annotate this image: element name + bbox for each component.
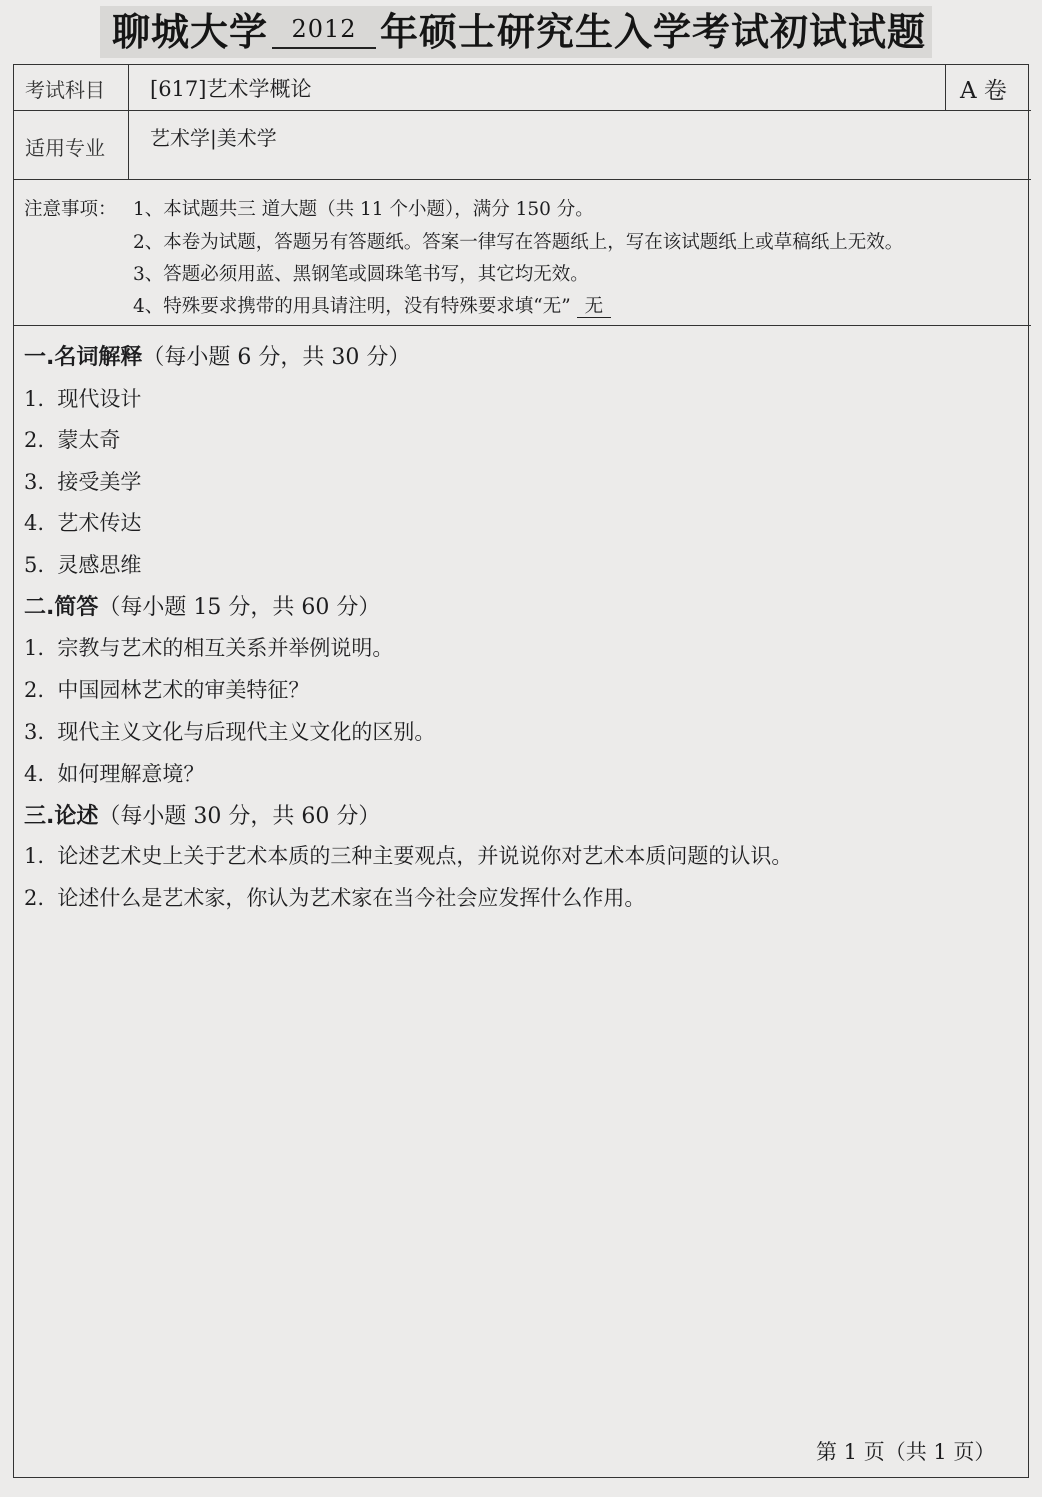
s2-question-4 bbox=[24, 758, 204, 788]
question-text: 论述艺术史上关于艺术本质的三种主要观点，并说说你对艺术本质问题的认识。 bbox=[57, 844, 793, 868]
s1-question-5 bbox=[24, 549, 141, 579]
page-number: 第 1 页（共 1 页） bbox=[816, 1440, 996, 1464]
rule-paper-col bbox=[945, 64, 946, 110]
notice-item-1: 1、本试题共三 道大题（共 11 个小题），满分 150 分。 bbox=[133, 199, 594, 220]
question-number: 2. bbox=[24, 428, 45, 452]
question-number: 5. bbox=[24, 553, 45, 577]
section-2-score: （每小题 15 分，共 60 分） bbox=[98, 595, 381, 620]
rule-major bbox=[13, 179, 1031, 180]
notice-item-4-text: 4、特殊要求携带的用具请注明，没有特殊要求填“无” bbox=[133, 296, 571, 317]
rule-subject bbox=[13, 110, 1031, 111]
section-3-num: 三. bbox=[24, 804, 55, 829]
question-number: 1. bbox=[24, 844, 45, 868]
question-text: 宗教与艺术的相互关系并举例说明。 bbox=[57, 636, 394, 660]
question-number: 3. bbox=[24, 470, 45, 494]
question-text: 艺术传达 bbox=[57, 511, 142, 535]
question-number: 4. bbox=[24, 511, 45, 535]
s3-question-1 bbox=[24, 840, 792, 870]
s1-question-2 bbox=[24, 424, 120, 454]
major-label: 适用专业 bbox=[25, 136, 105, 160]
section-1-num: 一. bbox=[24, 345, 55, 370]
question-text: 灵感思维 bbox=[57, 553, 142, 577]
rule-label-col bbox=[128, 64, 129, 179]
s2-question-1 bbox=[24, 632, 393, 662]
paper-version: A 卷 bbox=[960, 78, 1007, 104]
page-title bbox=[112, 8, 932, 56]
title-suffix: 年硕士研究生入学考试初试试题 bbox=[380, 10, 927, 54]
question-number: 2. bbox=[24, 886, 45, 910]
question-number: 2. bbox=[24, 678, 45, 702]
section-3-heading bbox=[24, 799, 380, 830]
notice-item-2: 2、本卷为试题，答题另有答题纸。答案一律写在答题纸上，写在该试题纸上或草稿纸上无效。 bbox=[133, 232, 904, 253]
s2-question-3 bbox=[24, 716, 435, 746]
question-text: 如何理解意境？ bbox=[57, 762, 205, 786]
question-number: 3. bbox=[24, 720, 45, 744]
question-number: 1. bbox=[24, 387, 45, 411]
section-1-score: （每小题 6 分，共 30 分） bbox=[142, 345, 411, 370]
section-1-title: 名词解释 bbox=[54, 345, 143, 370]
s2-question-2 bbox=[24, 674, 309, 704]
question-text: 现代主义文化与后现代主义文化的区别。 bbox=[57, 720, 436, 744]
s1-question-1 bbox=[24, 383, 141, 413]
question-number: 1. bbox=[24, 636, 45, 660]
question-text: 中国园林艺术的审美特征？ bbox=[57, 678, 310, 702]
question-number: 4. bbox=[24, 762, 45, 786]
s1-question-3 bbox=[24, 466, 141, 496]
question-text: 现代设计 bbox=[57, 387, 142, 411]
section-2-heading bbox=[24, 590, 380, 621]
title-prefix: 聊城大学 bbox=[112, 10, 269, 54]
notice-item-4-fill: 无 bbox=[577, 296, 612, 318]
section-3-title: 论述 bbox=[54, 804, 99, 829]
subject-value: [617]艺术学概论 bbox=[150, 77, 312, 101]
notice-label: 注意事项： bbox=[24, 199, 117, 220]
question-text: 蒙太奇 bbox=[57, 428, 121, 452]
subject-label: 考试科目 bbox=[25, 78, 105, 102]
section-2-num: 二. bbox=[24, 595, 55, 620]
section-2-title: 简答 bbox=[54, 595, 99, 620]
major-value: 艺术学|美术学 bbox=[150, 126, 277, 150]
exam-year: 2012 bbox=[272, 11, 376, 49]
notice-item-3: 3、答题必须用蓝、黑钢笔或圆珠笔书写，其它均无效。 bbox=[133, 264, 589, 285]
section-1-heading bbox=[24, 340, 410, 371]
question-text: 论述什么是艺术家，你认为艺术家在当今社会应发挥什么作用。 bbox=[57, 886, 646, 910]
rule-notice bbox=[13, 325, 1031, 326]
s3-question-2 bbox=[24, 882, 645, 912]
section-3-score: （每小题 30 分，共 60 分） bbox=[98, 804, 381, 829]
question-text: 接受美学 bbox=[57, 470, 142, 494]
s1-question-4 bbox=[24, 507, 141, 537]
notice-item-4 bbox=[133, 292, 611, 318]
